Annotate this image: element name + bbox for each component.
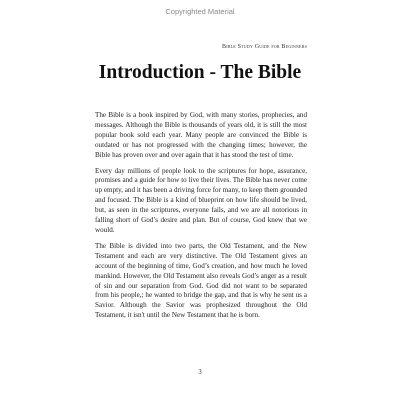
page-number: 3 [198, 368, 202, 376]
copyright-watermark: Copyrighted Material [165, 7, 235, 16]
chapter-title: Introduction - The Bible [98, 62, 302, 83]
running-header: Bible Study Guide for Beginners [222, 44, 307, 50]
paragraph: Every day millions of people look to the scriptures for hope, assurance, promises and a guide for how to live their lives. The Bible has never come up empty, and it has been a driving force for many, to keep them grounded and focused. The Bible is a kind of blueprint on how life should be lived, but, as seen in the scriptures, everyone fails, and we are all notorious in falling short of God’s desire and plan. But of course, God knew that we would. [95, 166, 307, 234]
paragraph: The Bible is a book inspired by God, with many stories, prophecies, and messages. Although the Bible is thousands of years old, it is still the most popular book sold each year. Many people are convinced the Bible is outdated or has not progressed with the changing times; however, the Bible has proven over and over again that it has stood the test of time. [95, 111, 307, 159]
body-text [95, 111, 307, 327]
paragraph: The Bible is divided into two parts, the Old Testament, and the New Testament and each are very distinctive. The Old Testament gives an account of the beginning of time, God’s creation, and how much he loved mankind. However, the Old Testament also reveals God’s anger as a result of sin and our separation from God. God did not want to be separated from his people,; he wanted to bridge the gap, and that is why he sent us a Savior. Although the Savior was prophesized throughout the Old Testament, it isn't until the New Testament that he is born. [95, 241, 307, 320]
